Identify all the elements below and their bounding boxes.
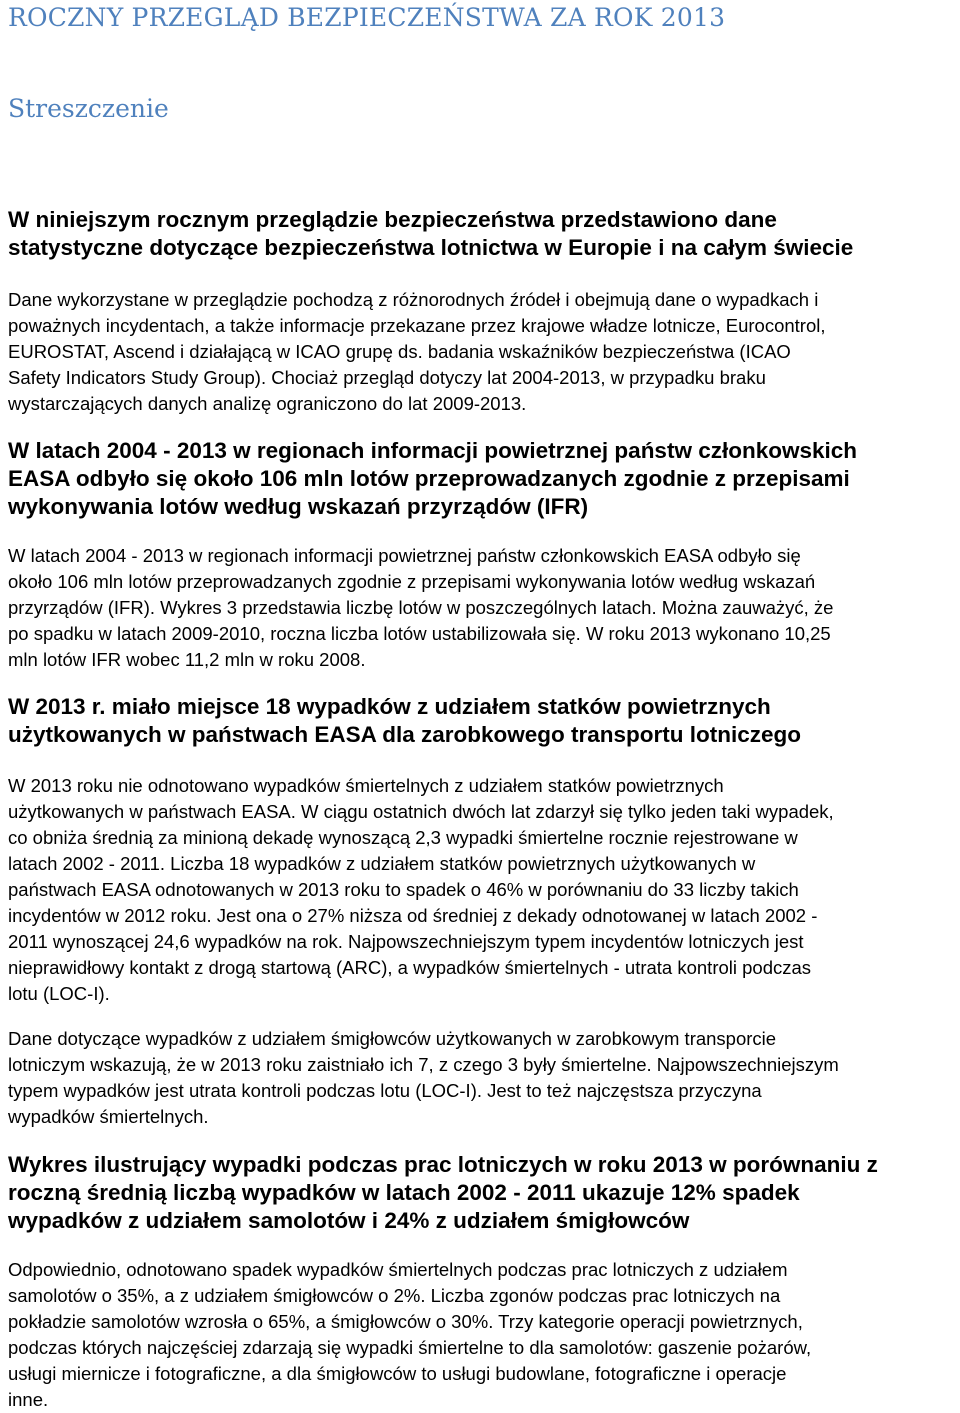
paragraph-line: typem wypadków jest utrata kontroli podczas lotu (LOC-I). Jest to też najczęstsza przyczyna [8, 1080, 762, 1101]
paragraph-line: mln lotów IFR wobec 11,2 mln w roku 2008. [8, 649, 366, 670]
paragraph-line: co obniża średnią za minioną dekadę wynoszącą 2,3 wypadki śmiertelne rocznie rejestrowane w [8, 827, 798, 848]
paragraph-line: EUROSTAT, Ascend i działającą w ICAO grupę ds. badania wskaźników bezpieczeństwa (ICAO [8, 341, 791, 362]
heading-line: statystyczne dotyczące bezpieczeństwa lotnictwa w Europie i na całym świecie [8, 235, 854, 260]
heading-line: EASA odbyło się około 106 mln lotów przeprowadzanych zgodnie z przepisami [8, 466, 850, 491]
heading-line: użytkowanych w państwach EASA dla zarobkowego transportu lotniczego [8, 722, 802, 747]
paragraph-line: przyrządów (IFR). Wykres 3 przedstawia liczbę lotów w poszczególnych latach. Można zauważyć, że [8, 597, 834, 618]
paragraph-line: wystarczających danych analizę ograniczono do lat 2009-2013. [8, 393, 527, 414]
heading-line: W niniejszym rocznym przeglądzie bezpieczeństwa przedstawiono dane [8, 207, 777, 232]
heading-line: wykonywania lotów według wskazań przyrządów (IFR) [8, 494, 589, 519]
section-heading [8, 206, 954, 262]
document-title: ROCZNY PRZEGLĄD BEZPIECZEŃSTWA ZA ROK 2013 [8, 3, 726, 32]
heading-line: roczną średnią liczbą wypadków w latach 2002 - 2011 ukazuje 12% spadek [8, 1180, 800, 1205]
paragraph-line: nieprawidłowy kontakt z drogą startową (ARC), a wypadków śmiertelnych - utrata kontroli podczas [8, 957, 812, 978]
section-heading [8, 1151, 954, 1235]
paragraph-line: 2011 wynoszącej 24,6 wypadków na rok. Najpowszechniejszym typem incydentów lotniczych jest [8, 931, 804, 952]
paragraph-line: Dane wykorzystane w przeglądzie pochodzą z różnorodnych źródeł i obejmują dane o wypadkach i [8, 289, 819, 310]
section-heading [8, 437, 954, 521]
paragraph-line: użytkowanych w państwach EASA. W ciągu ostatnich dwóch lat zdarzył się tylko jeden taki wypadek, [8, 801, 834, 822]
paragraph-line: lotu (LOC-I). [8, 983, 110, 1004]
heading-line: W 2013 r. miało miejsce 18 wypadków z udziałem statków powietrznych [8, 694, 771, 719]
heading-line: W latach 2004 - 2013 w regionach informacji powietrznej państw członkowskich [8, 438, 857, 463]
heading-line: Wykres ilustrujący wypadki podczas prac lotniczych w roku 2013 w porównaniu z [8, 1152, 878, 1177]
paragraph-line: około 106 mln lotów przeprowadzanych zgodnie z przepisami wykonywania lotów według wskazań [8, 571, 816, 592]
paragraph-line: poważnych incydentach, a także informacje przekazane przez krajowe władze lotnicze, Eurocontrol, [8, 315, 826, 336]
paragraph-line: W 2013 roku nie odnotowano wypadków śmiertelnych z udziałem statków powietrznych [8, 775, 724, 796]
paragraph [8, 1026, 954, 1130]
paragraph [8, 543, 954, 673]
heading-line: wypadków z udziałem samolotów i 24% z udziałem śmigłowców [8, 1208, 690, 1233]
paragraph-line: inne. [8, 1389, 49, 1410]
paragraph-line: Odpowiednio, odnotowano spadek wypadków śmiertelnych podczas prac lotniczych z udziałem [8, 1259, 788, 1280]
paragraph [8, 773, 954, 1007]
paragraph-line: wypadków śmiertelnych. [8, 1106, 209, 1127]
paragraph-line: incydentów w 2012 roku. Jest ona o 27% niższa od średniej z dekady odnotowanej w latach 2002 - [8, 905, 818, 926]
paragraph-line: latach 2002 - 2011. Liczba 18 wypadków z udziałem statków powietrznych użytkowanych w [8, 853, 756, 874]
paragraph-line: lotniczym wskazują, że w 2013 roku zaistniało ich 7, z czego 3 były śmiertelne. Najpowszechniejszym [8, 1054, 839, 1075]
paragraph-line: usługi miernicze i fotograficzne, a dla śmigłowców to usługi budowlane, fotograficzne i operacje [8, 1363, 787, 1384]
paragraph-line: pokładzie samolotów wzrosła o 65%, a śmigłowców o 30%. Trzy kategorie operacji powietrznych, [8, 1311, 803, 1332]
document-subtitle: Streszczenie [8, 94, 169, 123]
paragraph [8, 1257, 954, 1413]
paragraph-line: Safety Indicators Study Group). Chociaż przegląd dotyczy lat 2004-2013, w przypadku braku [8, 367, 766, 388]
paragraph [8, 287, 954, 417]
paragraph-line: Dane dotyczące wypadków z udziałem śmigłowców użytkowanych w zarobkowym transporcie [8, 1028, 777, 1049]
paragraph-line: po spadku w latach 2009-2010, roczna liczba lotów ustabilizowała się. W roku 2013 wykonano 10,25 [8, 623, 831, 644]
paragraph-line: podczas których najczęściej zdarzają się wypadki śmiertelne to dla samolotów: gaszenie pożarów, [8, 1337, 812, 1358]
paragraph-line: W latach 2004 - 2013 w regionach informacji powietrznej państw członkowskich EASA odbyło się [8, 545, 801, 566]
section-heading [8, 693, 954, 749]
paragraph-line: państwach EASA odnotowanych w 2013 roku to spadek o 46% w porównaniu do 33 liczby takich [8, 879, 799, 900]
paragraph-line: samolotów o 35%, a z udziałem śmigłowców o 2%. Liczba zgonów podczas prac lotniczych na [8, 1285, 781, 1306]
